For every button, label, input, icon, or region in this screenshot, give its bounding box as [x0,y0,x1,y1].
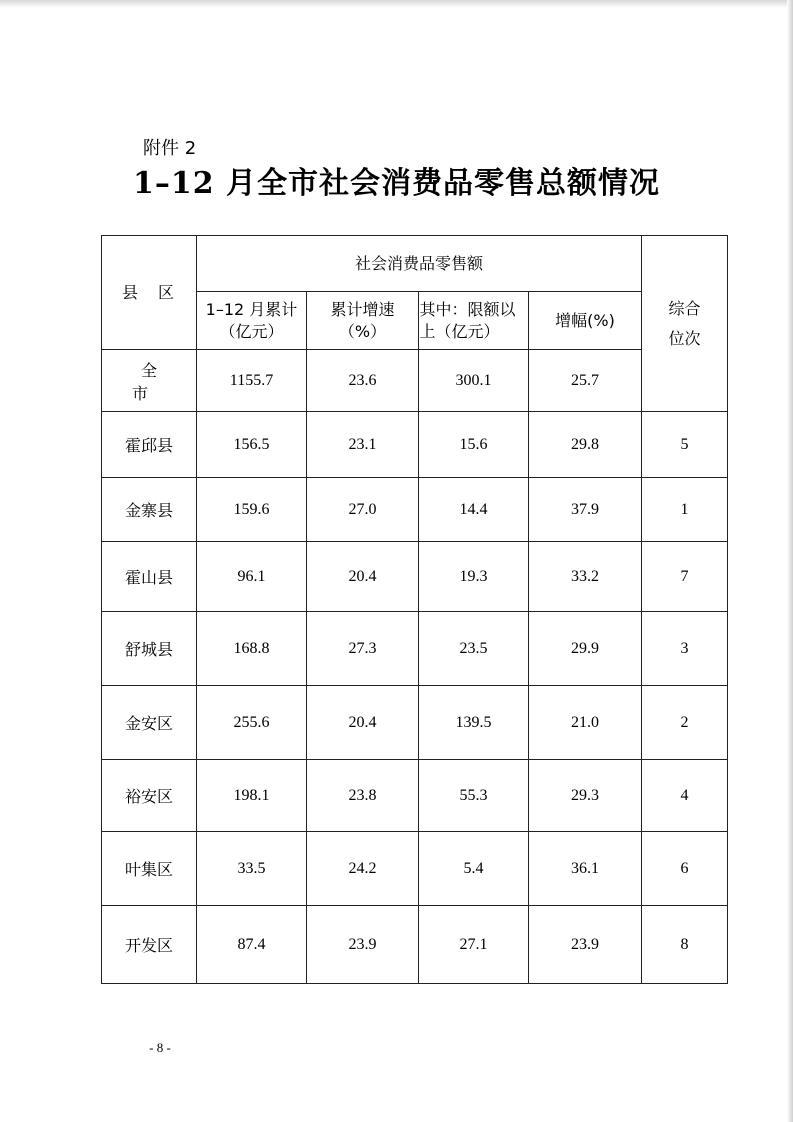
table-row [102,478,728,542]
above-limit-cell: 139.5 [419,686,529,760]
above-limit-cell: 300.1 [419,350,529,412]
header-rank-label: 综合位次 [668,298,701,348]
region-cell: 舒城县 [102,612,197,686]
above-limit-cell: 55.3 [419,760,529,832]
above-limit-cell: 5.4 [419,832,529,906]
region-cell: 金寨县 [102,478,197,542]
attachment-label: 附件 2 [143,138,197,159]
cumulative-cell: 159.6 [197,478,307,542]
region-cell: 霍山县 [102,542,197,612]
above-limit-cell: 23.5 [419,612,529,686]
cumulative-cell: 198.1 [197,760,307,832]
region-cell: 霍邱县 [102,412,197,478]
table-row [102,612,728,686]
increase-cell: 23.9 [529,906,642,984]
rank-cell: 5 [642,412,728,478]
cumulative-cell: 96.1 [197,542,307,612]
scan-shadow-top [0,0,793,8]
increase-cell: 21.0 [529,686,642,760]
rank-cell: 8 [642,906,728,984]
increase-cell: 29.3 [529,760,642,832]
above-limit-cell: 14.4 [419,478,529,542]
growth-rate-cell: 23.8 [307,760,419,832]
cumulative-cell: 255.6 [197,686,307,760]
header-above-limit-label: 其中：限额以上（亿元） [419,299,516,341]
rank-cell: 1 [642,478,728,542]
table-row [102,412,728,478]
growth-rate-cell: 27.3 [307,612,419,686]
header-above-limit [419,292,529,350]
rank-cell: 7 [642,542,728,612]
increase-cell: 29.9 [529,612,642,686]
growth-rate-cell: 27.0 [307,478,419,542]
table-row [102,832,728,906]
above-limit-cell: 19.3 [419,542,529,612]
header-growth: 增幅(%) [529,292,642,350]
increase-cell: 36.1 [529,832,642,906]
rank-cell: 2 [642,686,728,760]
above-limit-cell: 27.1 [419,906,529,984]
growth-rate-cell: 20.4 [307,686,419,760]
cumulative-cell: 168.8 [197,612,307,686]
increase-cell: 37.9 [529,478,642,542]
table-row [102,542,728,612]
increase-cell: 29.8 [529,412,642,478]
header-cumulative-label: 1–12 月累计（亿元） [205,299,298,341]
region-cell: 开发区 [102,906,197,984]
growth-rate-cell: 23.6 [307,350,419,412]
header-cumulative-growth-label: 累计增速（%） [330,299,395,341]
table-row [102,760,728,832]
cumulative-cell: 1155.7 [197,350,307,412]
retail-sales-table [101,235,728,984]
region-label: 全 市 [131,360,210,403]
growth-rate-cell: 23.9 [307,906,419,984]
region-cell: 裕安区 [102,760,197,832]
above-limit-cell: 15.6 [419,412,529,478]
rank-cell: 4 [642,760,728,832]
header-cumulative-growth [307,292,419,350]
rank-cell: 6 [642,832,728,906]
table-row [102,906,728,984]
cumulative-cell: 156.5 [197,412,307,478]
header-region: 县 区 [102,236,197,350]
header-retail-sales-group: 社会消费品零售额 [197,236,642,292]
table-row-city [102,350,728,412]
region-cell [102,350,210,412]
cumulative-cell: 33.5 [197,832,307,906]
region-cell: 叶集区 [102,832,197,906]
page-number: - 8 - [149,1040,171,1055]
growth-rate-cell: 20.4 [307,542,419,612]
header-cumulative [197,292,307,350]
growth-rate-cell: 23.1 [307,412,419,478]
increase-cell: 25.7 [529,350,642,412]
header-rank [642,236,728,412]
cumulative-cell: 87.4 [197,906,307,984]
table-row [102,686,728,760]
growth-rate-cell: 24.2 [307,832,419,906]
region-cell: 金安区 [102,686,197,760]
page-title: 1–12 月全市社会消费品零售总额情况 [132,166,661,201]
increase-cell: 33.2 [529,542,642,612]
rank-cell: 3 [642,612,728,686]
header-row-1 [102,236,728,292]
